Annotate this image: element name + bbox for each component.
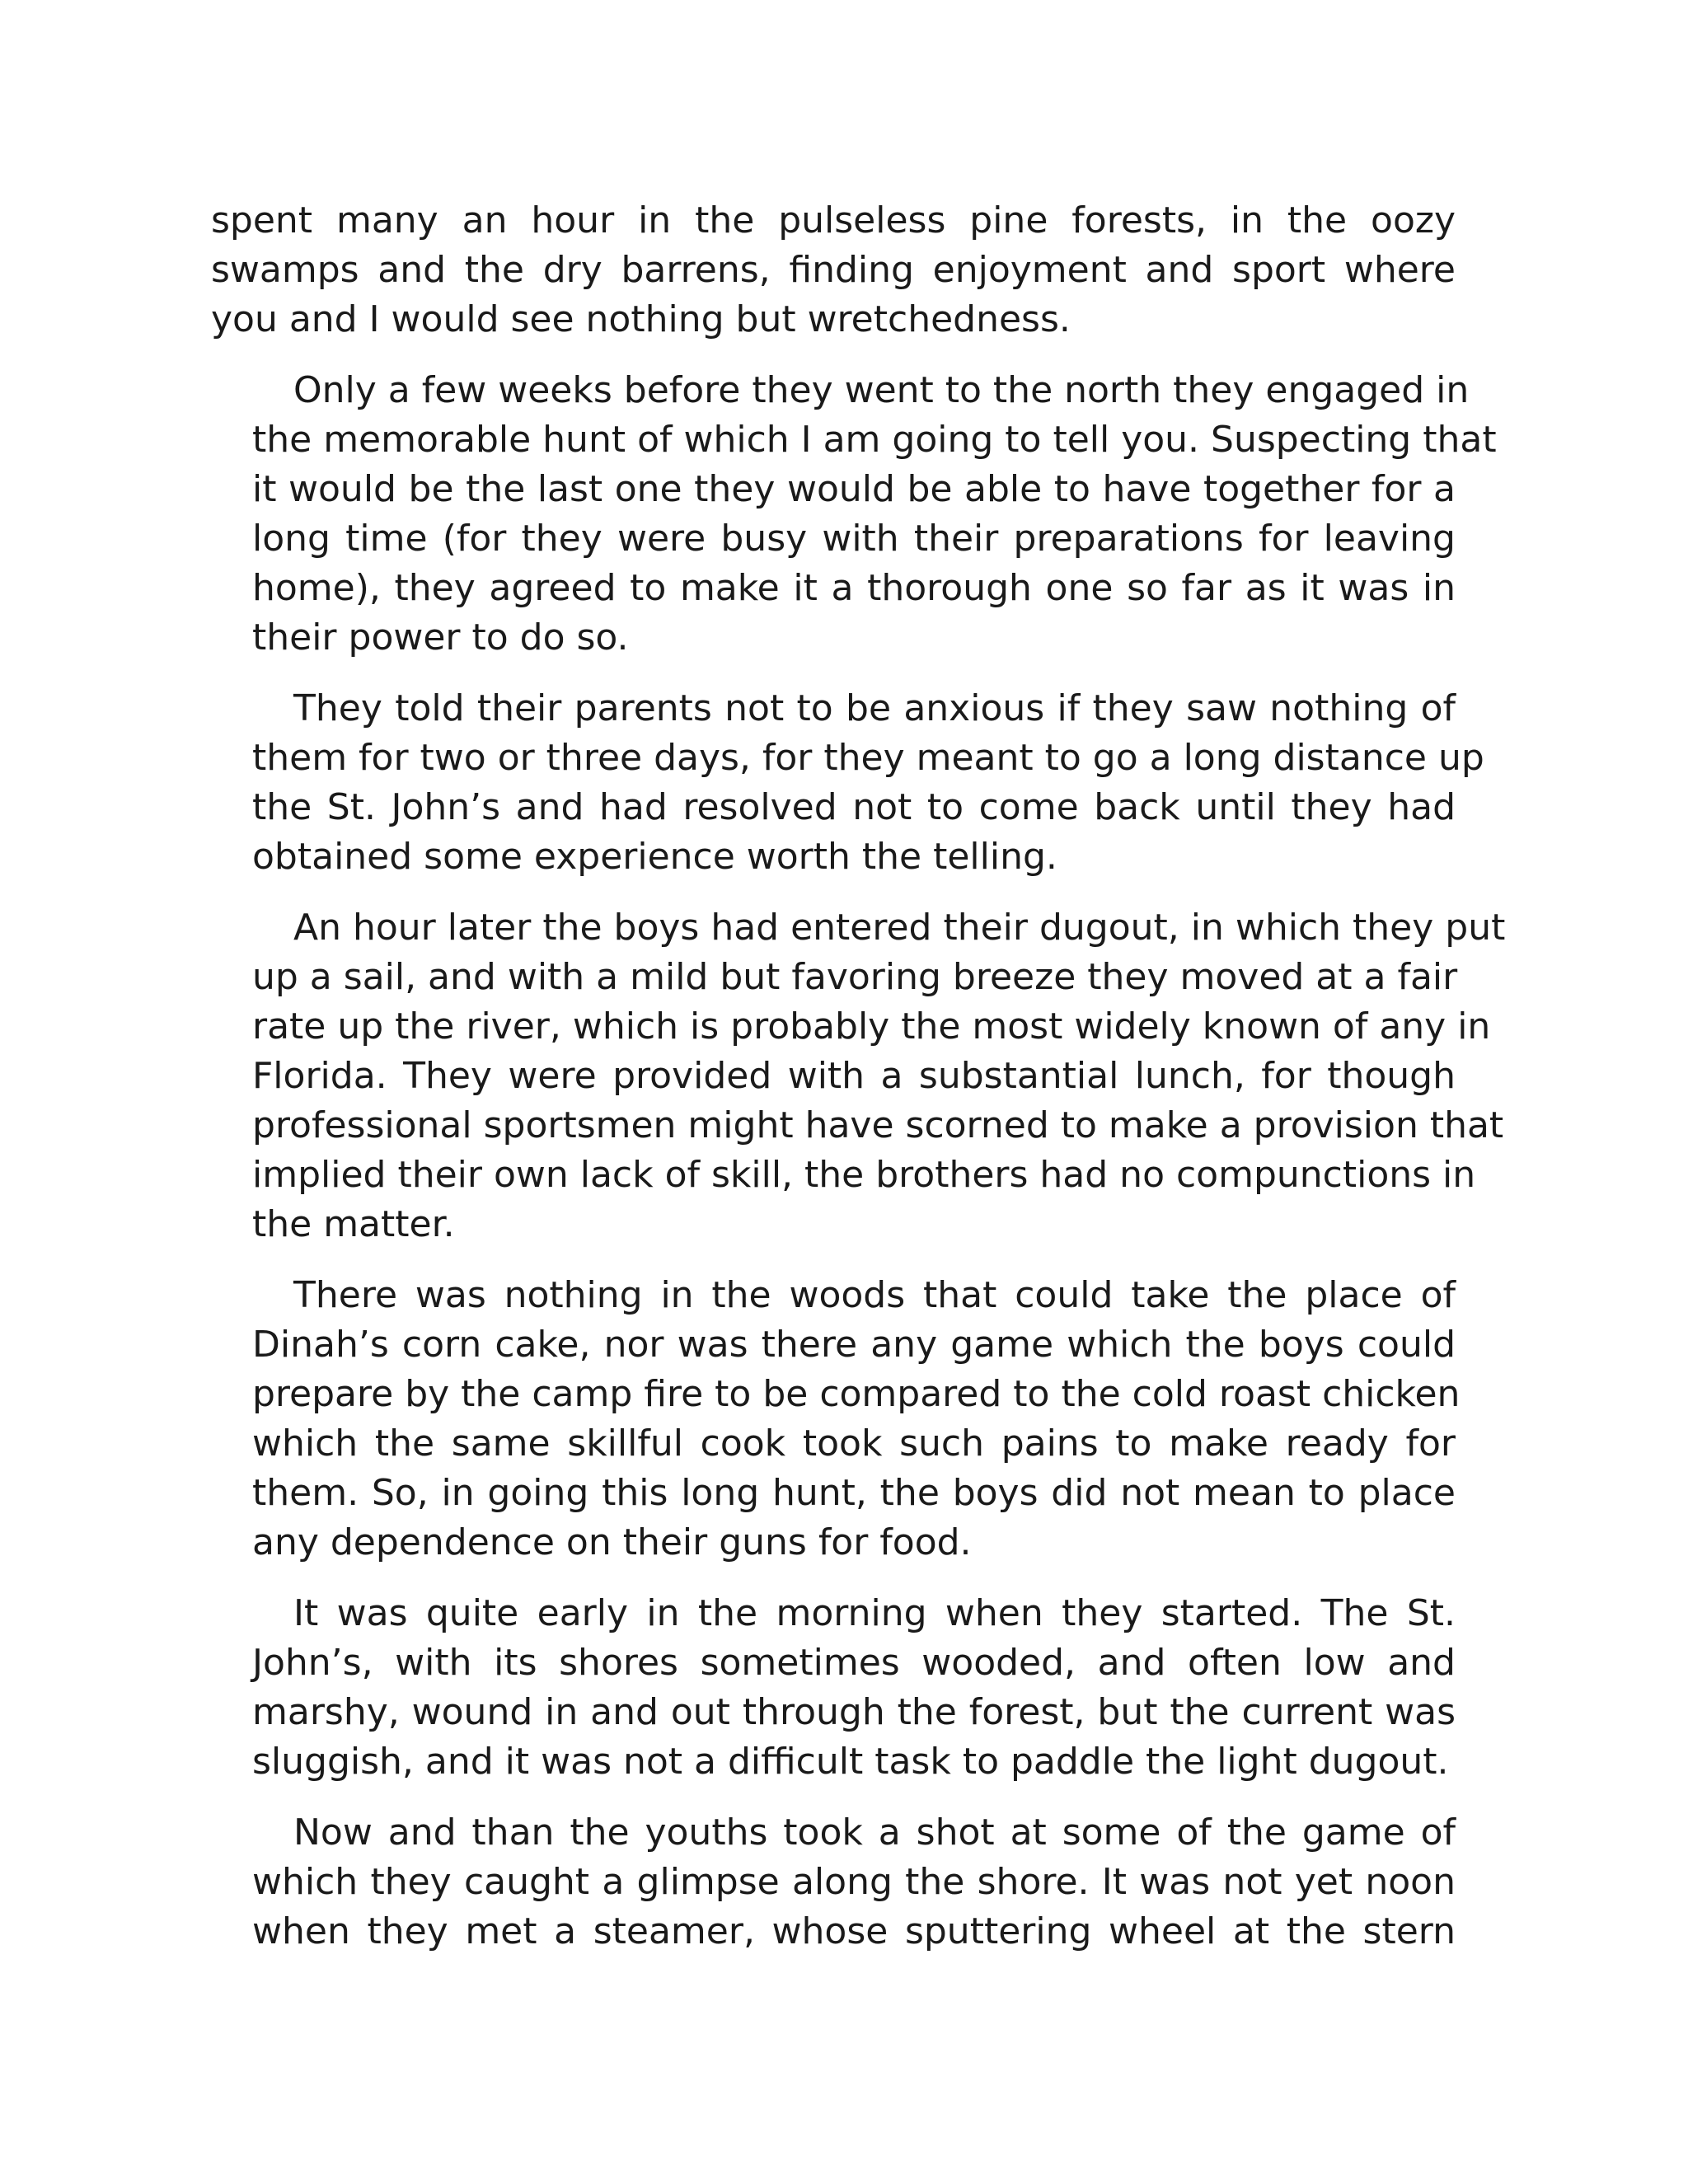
- text-line: There was nothing in the woods that could take the place of: [293, 1274, 1456, 1316]
- text-line: up a sail, and with a mild but favoring breeze they moved at a fair: [252, 956, 1458, 998]
- text-line: swamps and the dry barrens, finding enjoyment and sport where: [211, 249, 1456, 291]
- paragraph: [211, 1808, 1456, 1957]
- text-line: It was quite early in the morning when they started. The St.: [293, 1592, 1456, 1634]
- text-line: professional sportsmen might have scorned to make a provision that: [252, 1104, 1504, 1146]
- text-line: you and I would see nothing but wretchedness.: [211, 298, 1071, 340]
- text-line: implied their own lack of skill, the brothers had no compunctions in: [252, 1154, 1476, 1196]
- text-line: prepare by the camp fire to be compared to the cold roast chicken: [252, 1373, 1461, 1415]
- text-line: Florida. They were provided with a substantial lunch, for though: [252, 1055, 1456, 1097]
- text-line: obtained some experience worth the telling.: [252, 836, 1057, 878]
- text-line: marshy, wound in and out through the forest, but the current was: [252, 1691, 1456, 1733]
- text-line: the St. John’s and had resolved not to come back until they had: [252, 786, 1456, 828]
- text-line: rate up the river, which is probably the most widely known of any in: [252, 1005, 1491, 1047]
- text-line: them. So, in going this long hunt, the boys did not mean to place: [252, 1472, 1456, 1514]
- text-line: John’s, with its shores sometimes wooded, and often low and: [252, 1642, 1456, 1684]
- text-line: sluggish, and it was not a difficult task to paddle the light dugout.: [252, 1741, 1449, 1783]
- text-line: Now and than the youths took a shot at some of the game of: [293, 1811, 1456, 1854]
- text-line: the matter.: [252, 1203, 455, 1245]
- paragraph: [211, 196, 1456, 344]
- text-line: They told their parents not to be anxious if they saw nothing of: [293, 687, 1456, 729]
- text-line: Only a few weeks before they went to the north they engaged in: [293, 369, 1470, 411]
- text-line: which the same skillful cook took such pains to make ready for: [252, 1422, 1456, 1465]
- text-line: their power to do so.: [252, 616, 629, 658]
- text-line: them for two or three days, for they meant to go a long distance up: [252, 737, 1484, 779]
- text-line: Dinah’s corn cake, nor was there any game which the boys could: [252, 1324, 1456, 1366]
- body-text: [211, 196, 1506, 1957]
- text-line: it would be the last one they would be able to have together for a: [252, 468, 1456, 510]
- text-line: long time (for they were busy with their preparations for leaving: [252, 518, 1456, 560]
- paragraph: [211, 1589, 1456, 1787]
- paragraph: [211, 1271, 1461, 1568]
- text-line: home), they agreed to make it a thorough one so far as it was in: [252, 567, 1456, 609]
- text-line: spent many an hour in the pulseless pine forests, in the oozy: [211, 199, 1456, 241]
- text-line: when they met a steamer, whose sputtering wheel at the stern: [252, 1910, 1456, 1952]
- text-line: An hour later the boys had entered their dugout, in which they put: [293, 907, 1506, 949]
- text-line: which they caught a glimpse along the shore. It was not yet noon: [252, 1861, 1456, 1903]
- text-line: any dependence on their guns for food.: [252, 1521, 972, 1563]
- paragraph: [211, 684, 1484, 882]
- paragraph: [211, 903, 1506, 1249]
- text-line: the memorable hunt of which I am going to tell you. Suspecting that: [252, 419, 1497, 461]
- paragraph: [211, 366, 1497, 663]
